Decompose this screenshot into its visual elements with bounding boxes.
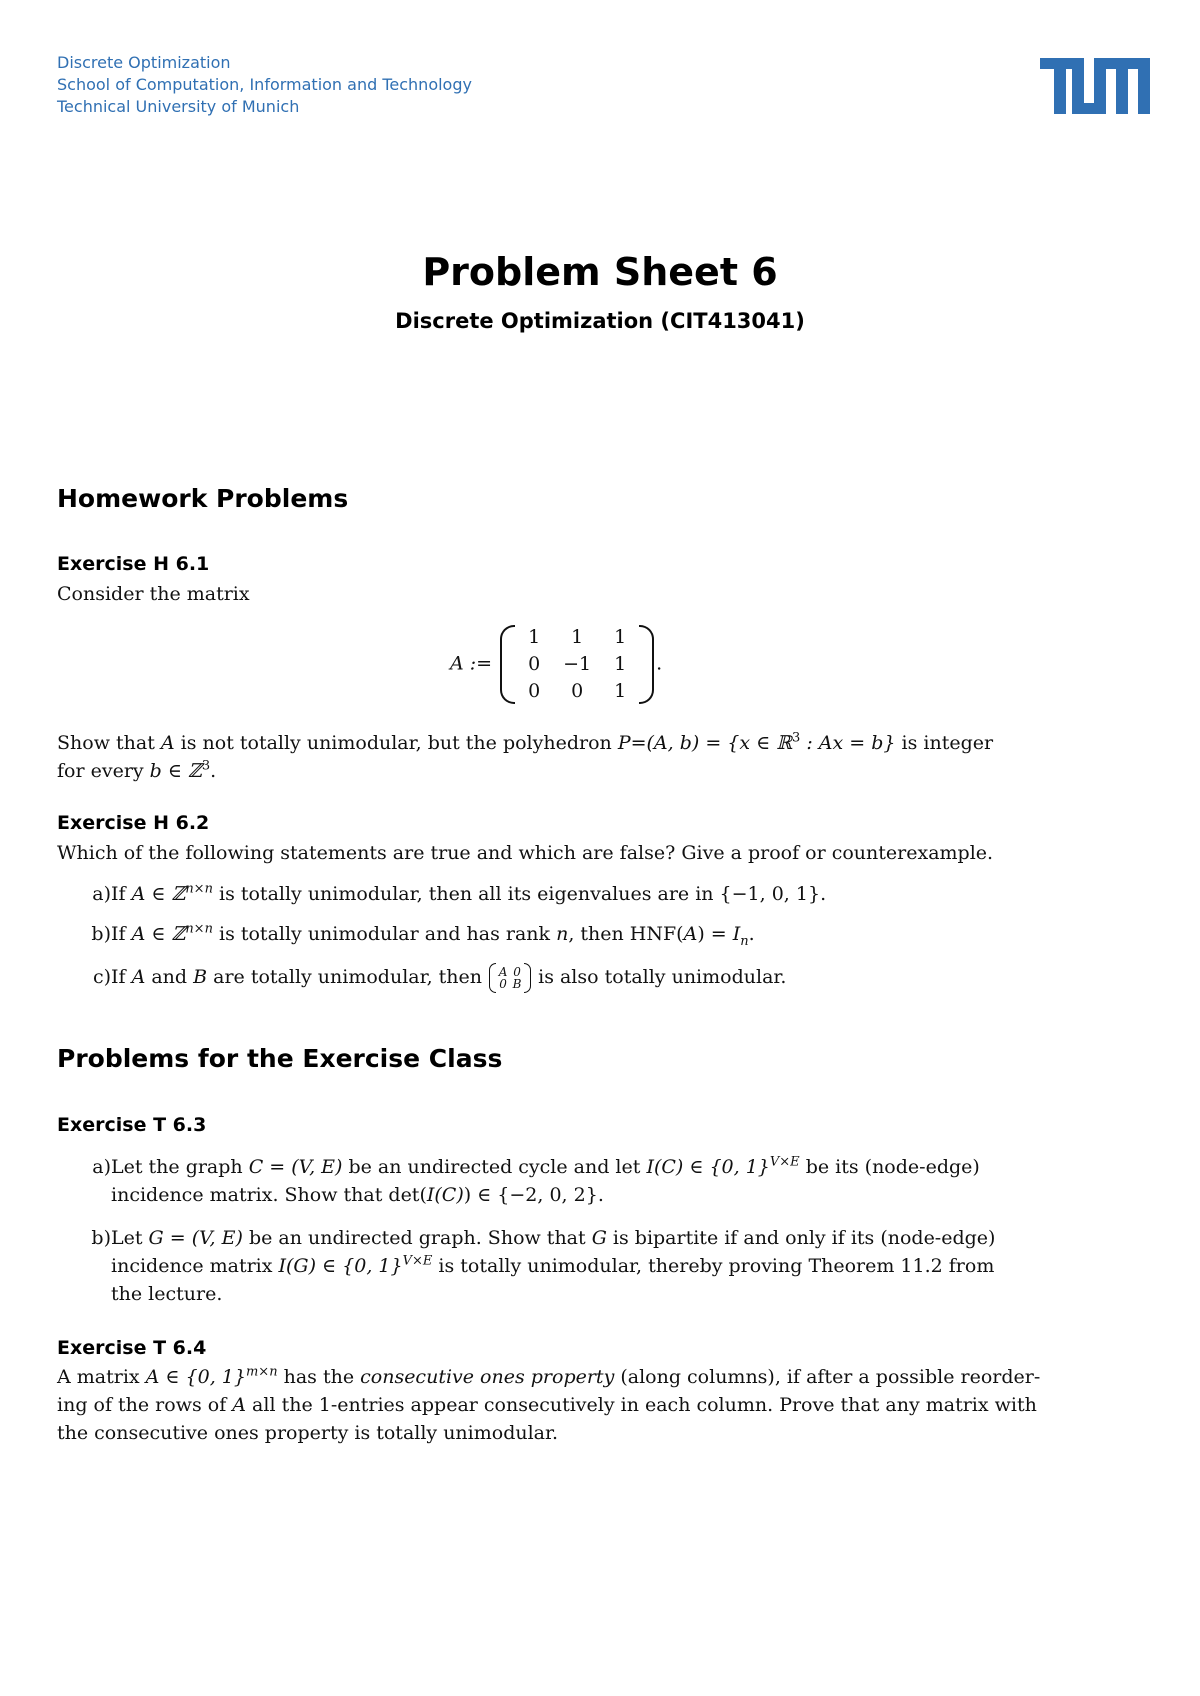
exercise-t63-item-b: b) Let G = (V, E) be an undirected graph. Show that G is bipartite if and only if its (node-edge) incidence matrix I(G) ∈ {0, 1}$^{V\times E}$ is totally unimodular, thereby proving Theorem 11.2 from the lecture. xyxy=(91,1227,996,1305)
matrix-A-label: A := xyxy=(450,652,493,675)
matrix-cell: 0 xyxy=(528,680,541,702)
exercise-h61-statement xyxy=(57,729,1035,785)
header-course: Discrete Optimization xyxy=(57,53,231,72)
exercise-t63-title: Exercise T 6.3 xyxy=(57,1114,207,1136)
matrix-A-display xyxy=(450,625,662,704)
exercise-h62-item-a: a) If A ∈ ℤ$^{n\times n}$ is totally unimodular, then all its eigenvalues are in {−1, 0, 1}. xyxy=(92,881,827,905)
matrix-cell: 1 xyxy=(571,626,584,648)
header-block xyxy=(57,52,472,118)
matrix-cell: 1 xyxy=(614,653,627,675)
statement-line-1: Show that A is not totally unimodular, but the polyhedron P=(A, b) = {x ∈ ℝ$^3$ : Ax = b} is integer xyxy=(57,730,994,754)
emphasized-term: consecutive ones property xyxy=(360,1366,615,1388)
matrix-period: . xyxy=(656,652,663,675)
exercise-h61-title: Exercise H 6.1 xyxy=(57,553,210,575)
matrix-cell: 0 xyxy=(528,653,541,675)
exercise-t64-title: Exercise T 6.4 xyxy=(57,1337,207,1359)
header-school: School of Computation, Information and Technology xyxy=(57,75,472,94)
matrix-cell: 1 xyxy=(528,626,541,648)
exercise-h62-item-c: c) If A and B are totally unimodular, then A 0 0 B is also totally unimodular. xyxy=(92,965,787,991)
block-matrix: A 0 0 B xyxy=(488,966,532,990)
matrix-cell: 0 xyxy=(571,680,584,702)
polyhedron-expression: P=(A, b) = {x ∈ ℝ xyxy=(617,732,793,754)
section-exercise-class-heading: Problems for the Exercise Class xyxy=(57,1044,503,1073)
matrix-cell: 1 xyxy=(614,626,627,648)
section-homework-heading: Homework Problems xyxy=(57,484,349,513)
sheet-subtitle: Discrete Optimization (CIT413041) xyxy=(395,309,805,333)
exercise-t63-item-a: a) Let the graph C = (V, E) be an undirected cycle and let I(C) ∈ {0, 1}$^{V\times E}$ be its (node-edge) incidence matrix. Show that det(I(C)) ∈ {−2, 0, 2}. xyxy=(92,1154,980,1206)
matrix-cell: −1 xyxy=(563,653,592,675)
matrix-A xyxy=(498,625,656,704)
exercise-t64-body: A matrix A ∈ {0, 1}$^{m\times n}$ has the consecutive ones property (along columns), if after a possible reorder- ing of the rows of A all the 1-entries appear consecutively in each column. Prove that any matrix with the consecutive ones property is totally unimodular. xyxy=(57,1364,1041,1444)
sheet-title: Problem Sheet 6 xyxy=(422,250,778,294)
header-university: Technical University of Munich xyxy=(57,97,300,116)
exercise-h62-item-b: b) If A ∈ ℤ$^{n\times n}$ is totally unimodular and has rank n, then $HNF(A) = I_n$. xyxy=(91,921,755,949)
exercise-h62-intro: Which of the following statements are true and which are false? Give a proof or counterexample. xyxy=(57,842,994,864)
matrix-cell: 1 xyxy=(614,680,627,702)
exercise-h61-intro: Consider the matrix xyxy=(57,583,250,605)
tum-logo xyxy=(1040,58,1150,114)
statement-line-2: for every b ∈ ℤ$^3$. xyxy=(57,758,217,782)
exercise-h62-title: Exercise H 6.2 xyxy=(57,812,210,834)
